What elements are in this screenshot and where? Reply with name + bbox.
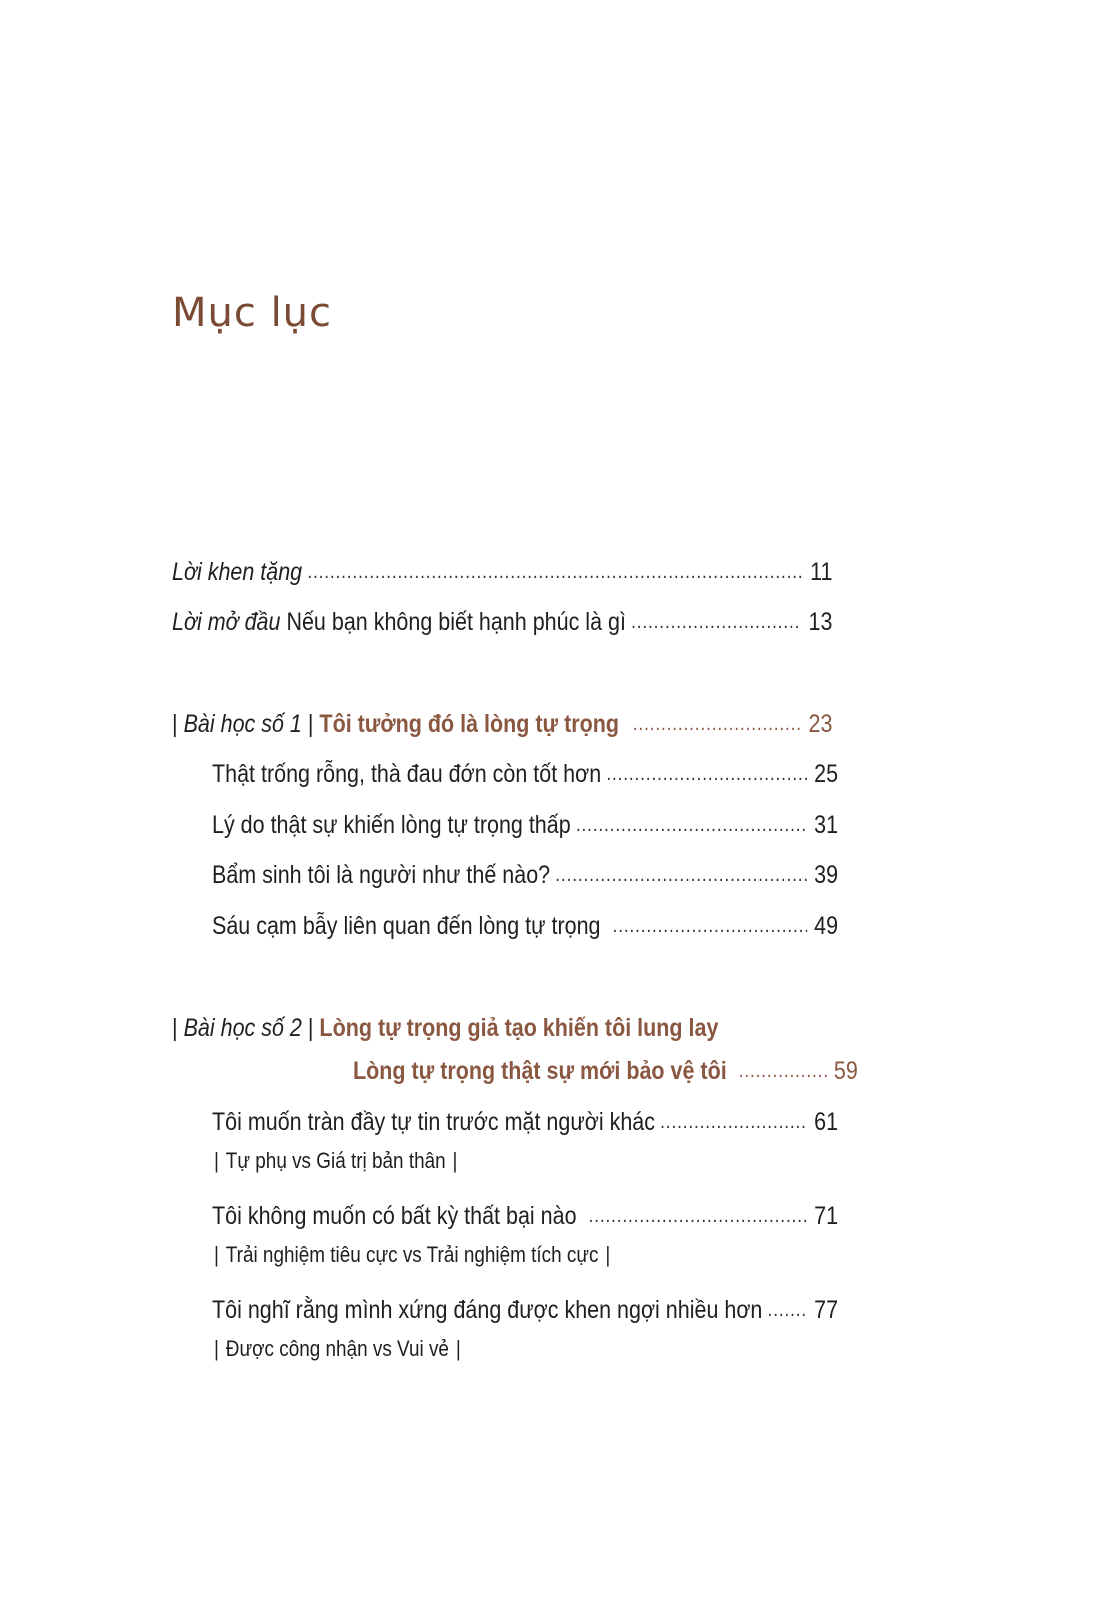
toc-entry-subtitle: | Tự phụ vs Giá trị bản thân | <box>214 1148 458 1173</box>
toc-page-number: 13 <box>808 608 833 636</box>
toc-entry-praise[interactable] <box>172 548 832 588</box>
toc-page-number: 61 <box>814 1108 839 1136</box>
toc-entry-text: Thật trống rỗng, thà đau đớn còn tốt hơn <box>212 760 602 788</box>
toc-lesson-2-heading[interactable] <box>172 1004 832 1044</box>
leader-dots <box>613 916 808 936</box>
toc-page-number: 59 <box>833 1057 858 1085</box>
lesson-heading: | Bài học số 1 | Tôi tưởng đó là lòng tự trọng <box>172 710 620 738</box>
leader-dots <box>307 562 801 582</box>
toc-entry[interactable] <box>212 1192 838 1232</box>
toc-entry-text: Lý do thật sự khiến lòng tự trọng thấp <box>212 811 571 839</box>
toc-page-number: 77 <box>814 1296 839 1324</box>
toc-entry-preface[interactable] <box>172 598 832 638</box>
leader-dots <box>631 612 801 632</box>
leader-dots <box>589 1206 808 1226</box>
toc-entry-text: Bẩm sinh tôi là người như thế nào? <box>212 861 551 889</box>
leader-dots <box>768 1300 808 1320</box>
leader-dots <box>606 764 807 784</box>
toc-entry-text: Nếu bạn không biết hạnh phúc là gì <box>286 608 626 636</box>
toc-page-number: 31 <box>814 811 839 839</box>
leader-dots <box>739 1061 827 1081</box>
toc-entry-subtitle: | Trải nghiệm tiêu cực vs Trải nghiệm tích cực | <box>214 1242 611 1267</box>
toc-entry-italic-label: Lời mở đầu <box>172 608 281 636</box>
lesson-label: Bài học số 2 <box>183 1014 302 1042</box>
toc-entry[interactable] <box>212 1098 838 1138</box>
lesson-heading: | Bài học số 2 | Lòng tự trọng giả tạo khiến tôi lung lay <box>172 1014 719 1042</box>
toc-page-number: 71 <box>814 1202 839 1230</box>
lesson-title-line-2: Lòng tự trọng thật sự mới bảo vệ tôi <box>353 1057 727 1085</box>
toc-entry-text: Tôi không muốn có bất kỳ thất bại nào <box>212 1202 577 1230</box>
leader-dots <box>576 815 807 835</box>
leader-dots <box>633 714 802 734</box>
leader-dots <box>660 1112 807 1132</box>
toc-entry-label <box>172 606 626 638</box>
toc-entry-subtitle: | Được công nhận vs Vui vẻ | <box>214 1336 461 1361</box>
toc-lesson-2-heading-cont[interactable] <box>353 1047 858 1087</box>
lesson-title: Tôi tưởng đó là lòng tự trọng <box>319 710 620 738</box>
subtitle-text: Được công nhận vs Vui vẻ <box>225 1336 449 1361</box>
toc-entry-text: Tôi muốn tràn đầy tự tin trước mặt người khác <box>212 1108 656 1136</box>
toc-page-number: 49 <box>814 912 839 940</box>
toc-page-number: 39 <box>814 861 839 889</box>
toc-entry[interactable] <box>212 902 838 942</box>
toc-page-number: 23 <box>808 710 833 738</box>
toc-page-number: 25 <box>814 760 839 788</box>
lesson-title-line-1: Lòng tự trọng giả tạo khiến tôi lung lay <box>319 1014 719 1042</box>
toc-entry-text: Sáu cạm bẫy liên quan đến lòng tự trọng <box>212 912 601 940</box>
leader-dots <box>555 865 807 885</box>
page-title: Mục lục <box>172 290 333 336</box>
toc-entry[interactable] <box>212 1286 838 1326</box>
subtitle-text: Trải nghiệm tiêu cực vs Trải nghiệm tích cực <box>225 1242 599 1267</box>
subtitle-text: Tự phụ vs Giá trị bản thân <box>225 1148 446 1173</box>
lesson-label: Bài học số 1 <box>183 710 302 738</box>
toc-lesson-1-heading[interactable] <box>172 700 832 740</box>
toc-entry[interactable] <box>212 750 838 790</box>
toc-entry-text: Tôi nghĩ rằng mình xứng đáng được khen ngợi nhiều hơn <box>212 1296 763 1324</box>
toc-entry[interactable] <box>212 801 838 841</box>
toc-page-number: 11 <box>810 558 833 586</box>
toc-entry[interactable] <box>212 851 838 891</box>
toc-entry-label: Lời khen tặng <box>172 558 303 586</box>
